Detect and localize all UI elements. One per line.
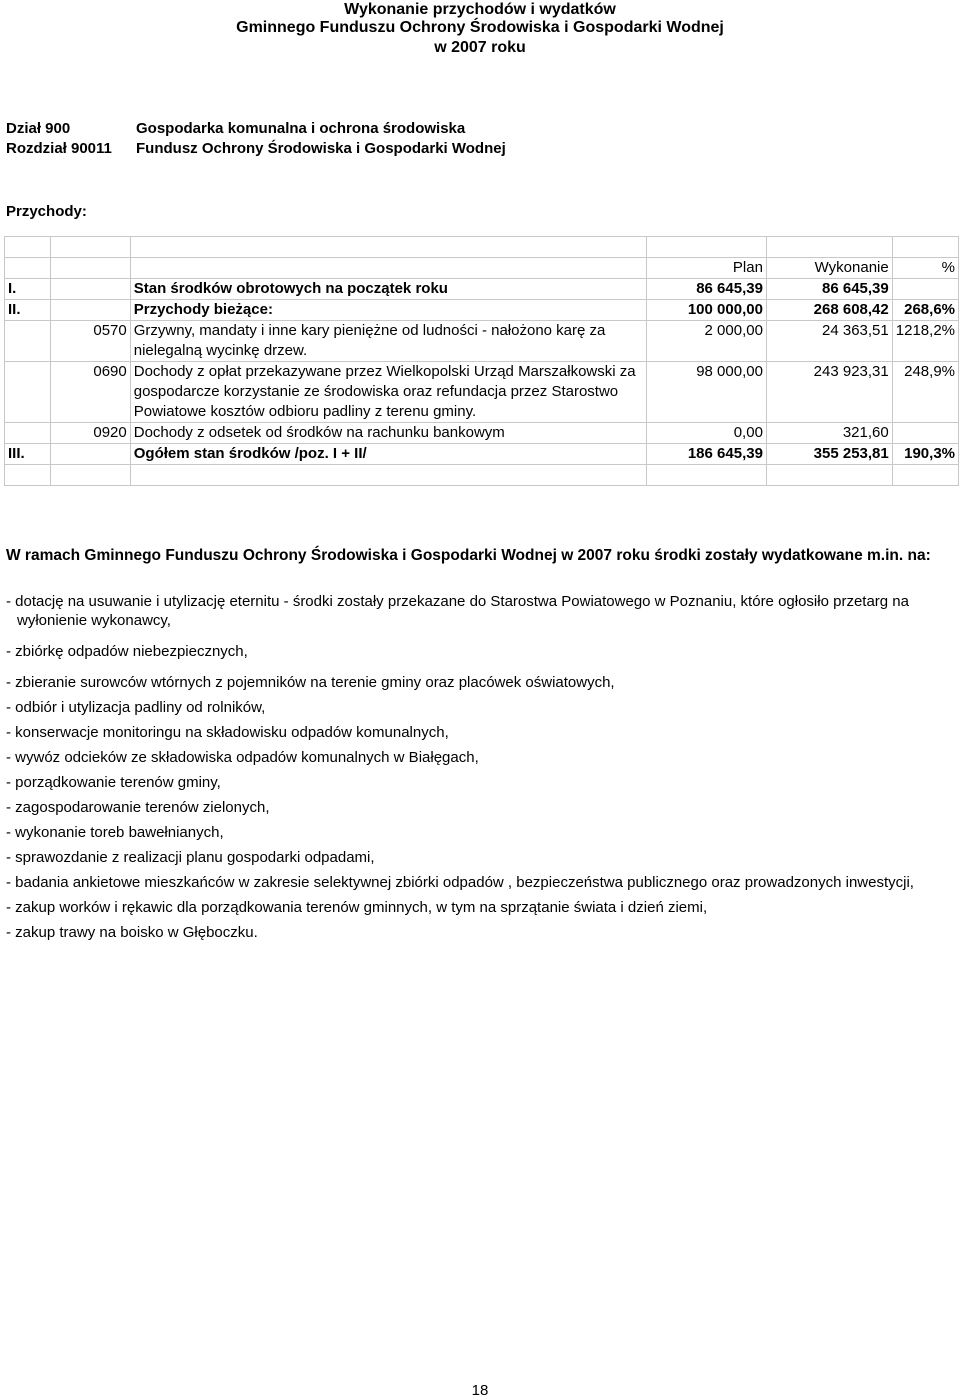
income-table: [4, 236, 959, 486]
list-item: - zakup worków i rękawic dla porządkowania terenów gminnych, w tym na sprzątanie świata i dzień ziemi,: [6, 899, 708, 916]
rozdzial-name: Fundusz Ochrony Środowiska i Gospodarki Wodnej: [136, 140, 506, 157]
table-row: [5, 321, 959, 362]
row-description: Przychody bieżące:: [130, 300, 646, 321]
rozdzial-code: Rozdział 90011: [6, 140, 112, 157]
list-item: - sprawozdanie z realizacji planu gospodarki odpadami,: [6, 849, 375, 866]
dzial-name: Gospodarka komunalna i ochrona środowiska: [136, 120, 466, 137]
list-item: - zbiórkę odpadów niebezpiecznych,: [6, 643, 248, 660]
page-subtitle: Gminnego Funduszu Ochrony Środowiska i Gospodarki Wodnej: [236, 19, 724, 36]
row-code: 0690: [50, 362, 130, 423]
page-number: 18: [471, 1382, 489, 1399]
row-percent: 248,9%: [892, 362, 958, 423]
row-number: I.: [5, 279, 51, 300]
table-row: [5, 444, 959, 465]
list-item: - porządkowanie terenów gminy,: [6, 774, 221, 791]
row-code: 0920: [50, 423, 130, 444]
row-code: 0570: [50, 321, 130, 362]
row-plan: 0,00: [647, 423, 767, 444]
row-code: [50, 279, 130, 300]
dzial-code: Dział 900: [6, 120, 71, 137]
row-wykonanie: 86 645,39: [766, 279, 892, 300]
table-row: [5, 279, 959, 300]
rozdzial-row: [6, 139, 506, 159]
row-code: [50, 300, 130, 321]
table-row: [5, 300, 959, 321]
income-label: Przychody:: [6, 203, 87, 220]
row-description: Dochody z odsetek od środków na rachunku bankowym: [130, 423, 646, 444]
row-plan: 100 000,00: [647, 300, 767, 321]
table-row: [5, 362, 959, 423]
row-wykonanie: 268 608,42: [766, 300, 892, 321]
page-title: Wykonanie przychodów i wydatków: [344, 1, 616, 18]
list-item: - wykonanie toreb bawełnianych,: [6, 824, 224, 841]
list-item: - zakup trawy na boisko w Głęboczku.: [6, 924, 258, 941]
row-percent: 1218,2%: [892, 321, 958, 362]
expenses-list: [6, 592, 946, 948]
row-plan: 2 000,00: [647, 321, 767, 362]
row-plan: 98 000,00: [647, 362, 767, 423]
list-item: - dotację na usuwanie i utylizację eternitu - środki zostały przekazane do Starostwa Powiatowego w Poznaniu, które ogłosiło przetarg na wyłonienie wykonawcy,: [6, 593, 909, 629]
dzial-row: [6, 119, 465, 139]
list-item: - odbiór i utylizacja padliny od rolników,: [6, 699, 266, 716]
list-item: - zbieranie surowców wtórnych z pojemników na terenie gminy oraz placówek oświatowych,: [6, 674, 615, 691]
row-plan: 86 645,39: [647, 279, 767, 300]
row-number: [5, 362, 51, 423]
row-description: Ogółem stan środków /poz. I + II/: [130, 444, 646, 465]
row-percent: [892, 279, 958, 300]
row-description: Stan środków obrotowych na początek roku: [130, 279, 646, 300]
header-wykonanie: Wykonanie: [766, 258, 892, 279]
row-number: [5, 423, 51, 444]
list-item: - wywóz odcieków ze składowiska odpadów komunalnych w Białęgach,: [6, 749, 479, 766]
row-description: Grzywny, mandaty i inne kary pieniężne od ludności - nałożono karę za nielegalną wycinkę drzew.: [130, 321, 646, 362]
row-wykonanie: 24 363,51: [766, 321, 892, 362]
list-item: - badania ankietowe mieszkańców w zakresie selektywnej zbiórki odpadów , bezpieczeństwa publicznego oraz prowadzonych inwestycji,: [6, 874, 914, 891]
page-year: w 2007 roku: [434, 39, 526, 56]
expenses-heading: W ramach Gminnego Funduszu Ochrony Środowiska i Gospodarki Wodnej w 2007 roku środki zostały wydatkowane m.in. na:: [6, 547, 931, 564]
row-description: Dochody z opłat przekazywane przez Wielkopolski Urząd Marszałkowski za gospodarcze korzystanie ze środowiska oraz refundacja przez Starostwo Powiatowe kosztów odbioru padliny z terenu gminy.: [130, 362, 646, 423]
row-percent: 190,3%: [892, 444, 958, 465]
table-row: [5, 423, 959, 444]
header-plan: Plan: [647, 258, 767, 279]
table-spacer-row: [5, 237, 959, 258]
list-item: - konserwacje monitoringu na składowisku odpadów komunalnych,: [6, 724, 449, 741]
row-wykonanie: 321,60: [766, 423, 892, 444]
row-plan: 186 645,39: [647, 444, 767, 465]
header-percent: %: [892, 258, 958, 279]
table-spacer-row: [5, 465, 959, 486]
row-wykonanie: 355 253,81: [766, 444, 892, 465]
table-header-row: [5, 258, 959, 279]
row-percent: 268,6%: [892, 300, 958, 321]
row-number: [5, 321, 51, 362]
row-wykonanie: 243 923,31: [766, 362, 892, 423]
list-item: - zagospodarowanie terenów zielonych,: [6, 799, 270, 816]
row-code: [50, 444, 130, 465]
row-number: II.: [5, 300, 51, 321]
row-number: III.: [5, 444, 51, 465]
row-percent: [892, 423, 958, 444]
